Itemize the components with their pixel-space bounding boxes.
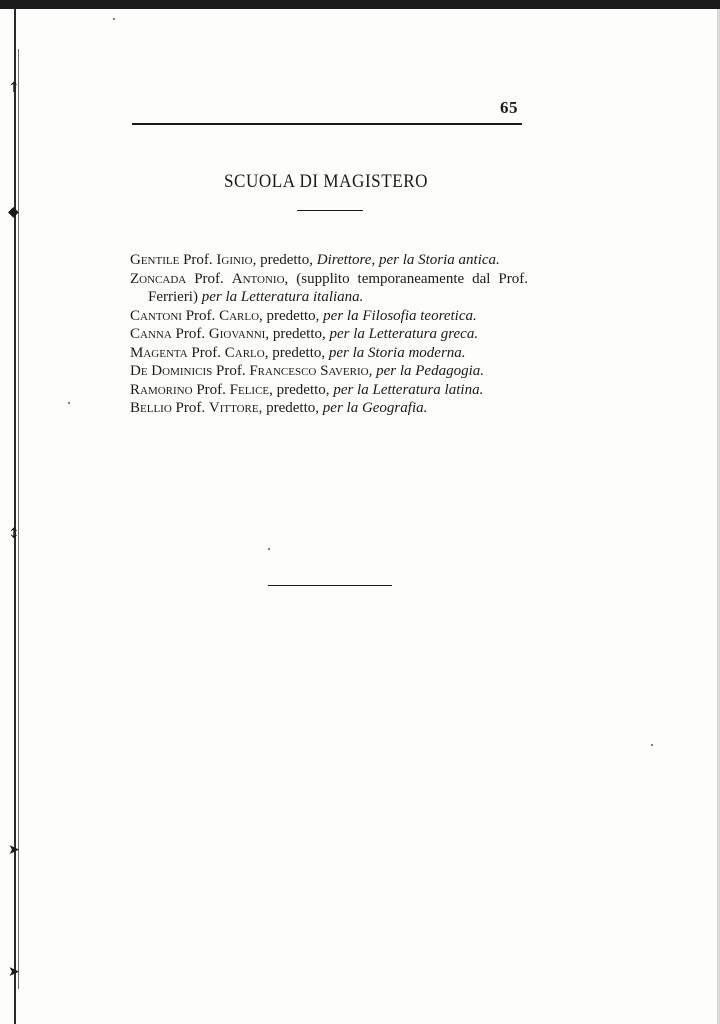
role: Direttore — [316, 252, 372, 268]
title-prof: Prof. — [216, 363, 246, 379]
first-name: Antonio — [231, 270, 285, 287]
title-prof: Prof. — [175, 400, 206, 416]
faculty-entry — [130, 362, 528, 381]
scan-speck — [68, 402, 70, 404]
scan-speck — [113, 18, 115, 20]
first-name: Giovanni — [208, 326, 266, 342]
binding-arrow-icon: ➤ — [8, 964, 20, 980]
subject: per la Letteratura italiana. — [201, 289, 364, 305]
surname: Bellio — [130, 400, 172, 416]
binding-arrow-icon: ↕ — [8, 526, 20, 542]
title-rule — [297, 210, 363, 211]
faculty-entry — [130, 325, 528, 344]
faculty-entry — [130, 307, 528, 326]
faculty-entry — [130, 251, 528, 270]
surname: Ramorino — [130, 381, 193, 398]
first-name: Francesco Saverio — [249, 363, 369, 379]
surname: Zoncada — [130, 270, 187, 287]
first-name: Felice — [229, 381, 270, 398]
first-name: Vittore — [208, 400, 259, 416]
title-prof: Prof. — [183, 252, 213, 268]
title-prof: Prof. — [194, 270, 224, 287]
subject: per la Storia antica. — [378, 252, 500, 268]
book-binding-edge — [0, 9, 22, 1024]
entry-text: , predetto, — [258, 400, 323, 416]
page-number: 65 — [500, 98, 518, 117]
scan-speck — [268, 548, 270, 550]
scan-top-edge — [0, 0, 720, 9]
surname: Cantoni — [130, 307, 182, 324]
entry-separator: , — [371, 252, 379, 268]
subject: per la Pedagogia. — [376, 363, 484, 379]
entry-text: , predetto, — [265, 326, 330, 342]
binding-arrow-icon: ↑ — [8, 80, 20, 96]
subject: per la Storia moderna. — [328, 344, 466, 361]
faculty-entry — [130, 344, 528, 363]
entry-text: , predetto, — [259, 307, 324, 324]
faculty-entry — [130, 270, 528, 307]
surname: Gentile — [130, 252, 180, 268]
end-rule — [268, 585, 392, 586]
entry-text: , predetto, — [264, 344, 329, 361]
surname: Magenta — [130, 344, 188, 361]
entry-text: , (supplito temporaneamente dal Prof. Ferrieri) — [148, 270, 529, 305]
scan-speck — [651, 744, 653, 746]
subject: per la Filosofia teoretica. — [323, 307, 477, 324]
surname: Canna — [130, 326, 172, 342]
faculty-entry — [130, 399, 528, 418]
subject: per la Letteratura greca. — [329, 326, 479, 342]
section-title: SCUOLA DI MAGISTERO — [223, 171, 429, 192]
header-rule — [132, 123, 522, 125]
title-prof: Prof. — [191, 344, 222, 361]
entry-text: , predetto, — [269, 381, 334, 398]
first-name: Iginio — [216, 252, 253, 268]
title-prof: Prof. — [196, 381, 226, 398]
binding-arrow-icon: ➤ — [8, 842, 20, 858]
first-name: Carlo — [224, 344, 265, 361]
subject: per la Geografia. — [322, 400, 428, 416]
subject: per la Letteratura latina. — [333, 381, 484, 398]
first-name: Carlo — [219, 307, 260, 324]
faculty-list — [130, 251, 528, 418]
faculty-entry — [130, 381, 528, 400]
entry-text: , — [368, 363, 377, 379]
entry-text: , predetto, — [252, 252, 317, 268]
title-prof: Prof. — [185, 307, 216, 324]
binding-diamond-icon: ◆ — [8, 204, 19, 220]
binding-line — [14, 9, 16, 1024]
surname: De Dominicis — [130, 363, 213, 379]
title-prof: Prof. — [175, 326, 206, 342]
